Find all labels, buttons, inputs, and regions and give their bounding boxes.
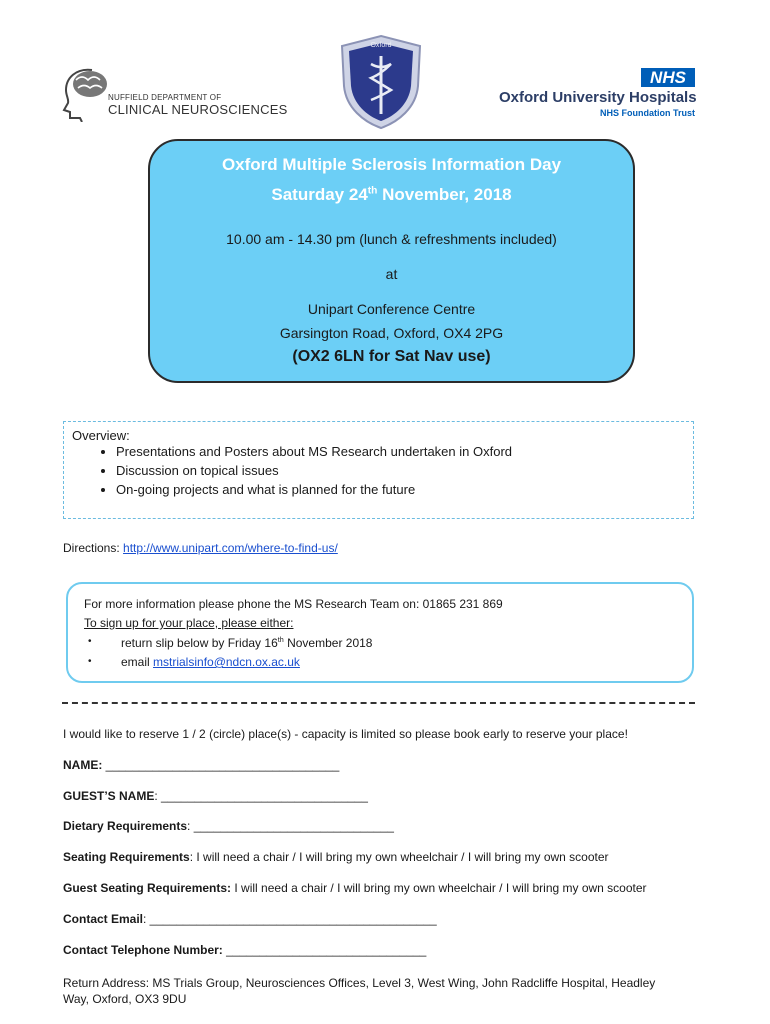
ndcn-logo — [62, 66, 292, 122]
event-date-suffix: November, 2018 — [377, 185, 512, 204]
contact-email-field[interactable] — [63, 912, 437, 926]
overview-item: • Discussion on topical issues — [116, 461, 512, 480]
nhs-trust-name: NHS Foundation Trust — [600, 108, 695, 118]
directions-link[interactable]: http://www.unipart.com/where-to-find-us/ — [123, 541, 338, 555]
cut-line-divider — [62, 702, 695, 704]
signup-option-email — [121, 655, 300, 669]
overview-box — [63, 421, 694, 519]
guest-name-label: GUEST’S NAME — [63, 789, 155, 803]
seating-options[interactable]: : I will need a chair / I will bring my own wheelchair / I will bring my own scooter — [189, 850, 609, 864]
signup-heading: To sign up for your place, please either: — [84, 616, 294, 630]
oxford-crest-logo — [338, 34, 424, 130]
seating-label: Seating Requirements — [63, 850, 190, 864]
event-date — [150, 185, 633, 205]
event-address: Garsington Road, Oxford, OX4 2PG — [279, 325, 504, 341]
overview-item: • Presentations and Posters about MS Research undertaken in Oxford — [116, 442, 512, 461]
guest-name-field[interactable] — [63, 789, 368, 803]
event-venue: Unipart Conference Centre — [307, 301, 476, 317]
guest-seating-field[interactable] — [63, 881, 647, 895]
event-at: at — [385, 266, 398, 282]
event-info-box — [148, 139, 635, 383]
slip-sup: th — [277, 635, 284, 644]
ndcn-big-text: CLINICAL NEUROSCIENCES — [108, 102, 288, 117]
email-prefix: email — [121, 655, 154, 669]
contact-email-blank[interactable]: : ___________________________________________ — [143, 912, 437, 926]
directions — [63, 541, 338, 555]
return-address-line1: Return Address: MS Trials Group, Neurosciences Offices, Level 3, West Wing, John Radcliffe Hospital, Headley — [63, 976, 656, 990]
seating-field[interactable] — [63, 850, 609, 864]
dietary-blank[interactable]: : ______________________________ — [187, 819, 394, 833]
guest-seating-label: Guest Seating Requirements: — [63, 881, 232, 895]
guest-name-blank[interactable]: : _______________________________ — [154, 789, 368, 803]
nhs-badge: NHS — [641, 68, 695, 87]
event-date-sup: th — [367, 185, 378, 197]
slip-suffix: November 2018 — [283, 636, 373, 650]
event-time: 10.00 am - 14.30 pm (lunch & refreshments included) — [226, 231, 557, 247]
crest-text: Oxford — [370, 42, 392, 49]
event-title: Oxford Multiple Sclerosis Information Day — [221, 155, 562, 174]
bullet-icon: • — [88, 656, 92, 667]
contact-phone-field[interactable] — [63, 943, 426, 957]
name-blank[interactable]: ___________________________________ — [102, 758, 340, 772]
ndcn-small-text: NUFFIELD DEPARTMENT OF — [108, 93, 222, 102]
contact-email-label: Contact Email — [63, 912, 144, 926]
guest-seating-options[interactable]: I will need a chair / I will bring my own wheelchair / I will bring my own scooter — [231, 881, 647, 895]
slip-prefix: return slip below by Friday 16 — [121, 636, 278, 650]
name-label: NAME: — [63, 758, 103, 772]
bullet-icon: • — [88, 636, 92, 647]
directions-label: Directions: — [63, 541, 120, 555]
reserve-line: I would like to reserve 1 / 2 (circle) place(s) - capacity is limited so please book early to reserve your place! — [63, 727, 628, 741]
nhs-hospital-name: Oxford University Hospitals — [499, 89, 697, 106]
contact-phone-line: For more information please phone the MS Research Team on: 01865 231 869 — [84, 597, 503, 611]
overview-item: • On-going projects and what is planned for the future — [116, 480, 512, 499]
brain-head-icon — [62, 66, 110, 122]
overview-label: Overview: — [72, 428, 130, 443]
return-address-line2: Way, Oxford, OX3 9DU — [63, 992, 187, 1006]
dietary-label: Dietary Requirements — [63, 819, 188, 833]
name-field[interactable] — [63, 758, 339, 772]
dietary-field[interactable] — [63, 819, 394, 833]
event-satnav: (OX2 6LN for Sat Nav use) — [292, 348, 491, 365]
overview-list — [64, 442, 512, 499]
contact-phone-blank[interactable]: ______________________________ — [222, 943, 427, 957]
nhs-logo — [499, 68, 695, 118]
signup-option-slip — [121, 635, 372, 650]
event-date-prefix: Saturday 24 — [271, 185, 368, 204]
contact-phone-label: Contact Telephone Number: — [63, 943, 223, 957]
email-link[interactable]: mstrialsinfo@ndcn.ox.ac.uk — [153, 655, 300, 669]
contact-box — [66, 582, 694, 683]
